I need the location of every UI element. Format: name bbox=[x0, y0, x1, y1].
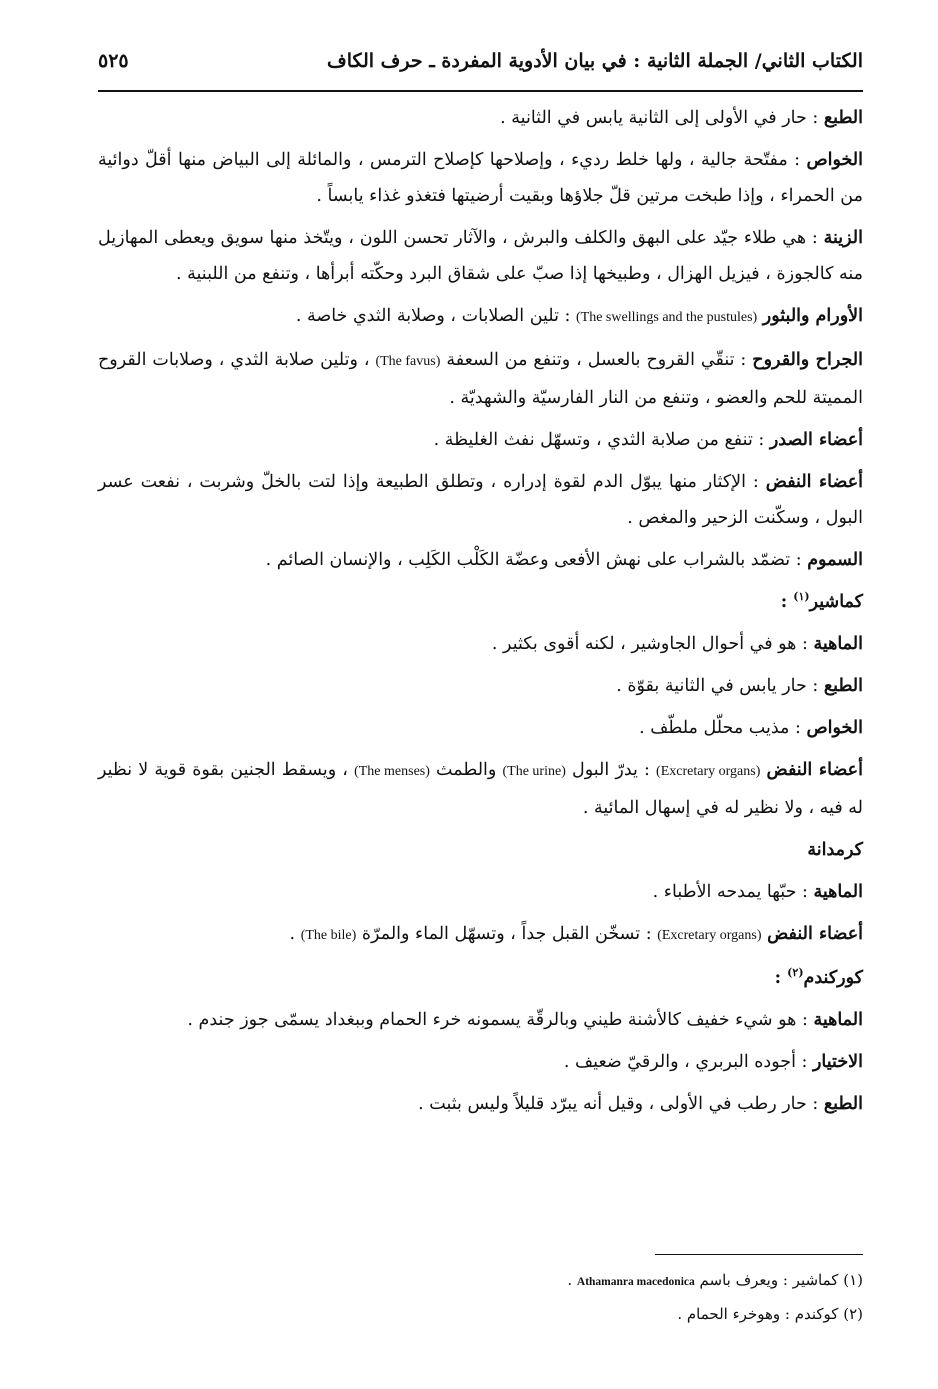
main-text bbox=[98, 100, 863, 1128]
paragraph-zina bbox=[98, 220, 863, 292]
latin-gloss: Athamanra macedonica bbox=[576, 1276, 695, 1288]
paragraph-kurkundum-ikhtiyar bbox=[98, 1044, 863, 1080]
footnotes bbox=[98, 1264, 863, 1330]
term-heading: الجراح والقروح bbox=[752, 350, 863, 370]
term-heading: أعضاء النفض bbox=[767, 924, 863, 944]
paragraph-kamashir-khawas bbox=[98, 710, 863, 746]
paragraph-text: : يدرّ البول bbox=[572, 760, 650, 780]
paragraph-kamashir-tab bbox=[98, 668, 863, 704]
paragraph-text: : مفتّحة جالية ، ولها خلط رديء ، وإصلاحها كإصلاح الترمس ، والمائلة إلى البياض منها أقلّ دوائية من الحمراء ، وإذا طبخت مرتين قلّ جلاؤها وبقيت أرضيتها فتغذو غذاء يابساً . bbox=[98, 150, 863, 206]
footnote-1 bbox=[98, 1264, 863, 1298]
paragraph-khawas bbox=[98, 142, 863, 214]
entry-title-kurkundum bbox=[98, 960, 863, 996]
entry-title-suffix: : bbox=[780, 592, 788, 612]
entry-title-karmadana bbox=[98, 832, 863, 868]
paragraph-sadr bbox=[98, 422, 863, 458]
term-heading: السموم bbox=[807, 550, 863, 570]
entry-title-suffix: : bbox=[774, 968, 782, 988]
entry-title-text: كرمدانة bbox=[807, 840, 863, 860]
running-header bbox=[98, 38, 863, 84]
paragraph-text: : حار رطب في الأولى ، وقيل أنه يبرّد قليلاً وليس بثبت . bbox=[418, 1094, 819, 1114]
latin-gloss: (The urine) bbox=[502, 764, 566, 779]
paragraph-sumum bbox=[98, 542, 863, 578]
term-heading: الطبع bbox=[823, 1094, 863, 1114]
footnote-2 bbox=[98, 1298, 863, 1330]
entry-title-text: كماشير bbox=[809, 592, 863, 612]
paragraph-text: ، ويسقط الجنين بقوة قوية لا نظير له فيه ، ولا نظير له في إسهال المائية . bbox=[98, 760, 863, 818]
term-heading: الماهية bbox=[813, 882, 863, 902]
paragraph-text: : حار يابس في الثانية بقوّة . bbox=[616, 676, 819, 696]
paragraph-text: : هو في أحوال الجاوشير ، لكنه أقوى بكثير . bbox=[491, 634, 808, 654]
paragraph-nafd bbox=[98, 464, 863, 536]
paragraph-jirah bbox=[98, 342, 863, 416]
term-heading: الخواص bbox=[806, 718, 863, 738]
paragraph-kurkundum-tab bbox=[98, 1086, 863, 1122]
latin-gloss: (Excretary organs) bbox=[657, 928, 762, 943]
paragraph-text: : حار في الأولى إلى الثانية يابس في الثانية . bbox=[500, 108, 819, 128]
paragraph-kamashir-mahiya bbox=[98, 626, 863, 662]
footnote-end: . bbox=[567, 1271, 573, 1289]
term-heading: الطبع bbox=[823, 676, 863, 696]
page-number: ٥٢٥ bbox=[98, 50, 129, 72]
footnote-mark: (٢) bbox=[843, 1305, 863, 1323]
latin-gloss: (The bile) bbox=[300, 928, 357, 943]
paragraph-text: : هي طلاء جيّد على البهق والكلف والبرش ، والآثار تحسن اللون ، ويتّخذ منها سويق ويعطى المهازيل منه كالجوزة ، فيزيل الهزال ، وطبيخها إذا صبّ على شقاق البرد وحكّته أبرأها ، وتنفع من اللبنية . bbox=[98, 228, 863, 284]
term-heading: الاختيار bbox=[812, 1052, 863, 1072]
paragraph-text: : حبّها يمدحه الأطباء . bbox=[652, 882, 808, 902]
latin-gloss: (Excretary organs) bbox=[656, 764, 761, 779]
header-rule bbox=[98, 90, 863, 92]
paragraph-awram bbox=[98, 298, 863, 336]
term-heading: أعضاء الصدر bbox=[769, 430, 863, 450]
paragraph-kamashir-nafd bbox=[98, 752, 863, 826]
term-heading: الزينة bbox=[823, 228, 863, 248]
term-heading: الطبع bbox=[823, 108, 863, 128]
latin-gloss: (The swellings and the pustules) bbox=[576, 310, 758, 325]
paragraph-text: : تنقّي القروح بالعسل ، وتنفع من السعفة bbox=[446, 350, 747, 370]
paragraph-text: والطمث bbox=[436, 760, 497, 780]
entry-title-kamashir bbox=[98, 584, 863, 620]
footnote-rule bbox=[655, 1254, 863, 1255]
entry-title-text: كوركندم bbox=[803, 968, 863, 988]
footnote-text: كماشير : ويعرف باسم bbox=[699, 1271, 839, 1289]
latin-gloss: (The favus) bbox=[375, 354, 441, 369]
paragraph-karmadana-mahiya bbox=[98, 874, 863, 910]
term-heading: الأورام والبثور bbox=[762, 306, 863, 326]
term-heading: أعضاء النفض bbox=[765, 472, 863, 492]
paragraph-text: ، وتلين صلابة الثدي ، وصلابات القروح المميتة للحم والعضو ، وتنفع من النار الفارسيّة والشهديّة . bbox=[98, 350, 863, 408]
footnote-text: كوكندم : وهوخرء الحمام . bbox=[677, 1305, 839, 1323]
term-heading: أعضاء النفض bbox=[766, 760, 863, 780]
paragraph-text: : تنفع من صلابة الثدي ، وتسهّل نفث الغليظة . bbox=[433, 430, 765, 450]
paragraph-kurkundum-mahiya bbox=[98, 1002, 863, 1038]
paragraph-text: : الإكثار منها يبوّل الدم لقوة إدراره ، وتطلق الطبيعة وإذا لتت بالخلّ وشربت ، نفعت عسر البول ، وسكّنت الزحير والمغص . bbox=[98, 472, 863, 528]
footnote-reference[interactable]: (٢) bbox=[787, 966, 804, 980]
paragraph-text: : تسخّن القبل جداً ، وتسهّل الماء والمرّة bbox=[361, 924, 652, 944]
footnote-mark: (١) bbox=[843, 1271, 863, 1289]
paragraph-text: . bbox=[289, 924, 296, 944]
paragraph-karmadana-nafd bbox=[98, 916, 863, 954]
running-title: الكتاب الثاني/ الجملة الثانية : في بيان الأدوية المفردة ـ حرف الكاف bbox=[327, 50, 863, 72]
term-heading: الماهية bbox=[813, 1010, 863, 1030]
term-heading: الماهية bbox=[813, 634, 863, 654]
paragraph-text: : تلين الصلابات ، وصلابة الثدي خاصة . bbox=[295, 306, 571, 326]
paragraph-text: : مذيب محلّل ملطّف . bbox=[639, 718, 801, 738]
paragraph-text: : تضمّد بالشراب على نهش الأفعى وعضّة الكَلْب الكَلِب ، والإنسان الصائم . bbox=[265, 550, 802, 570]
paragraph-text: : هو شيء خفيف كالأشنة طيني وبالرقّة يسمونه خرء الحمام وببغداد يسمّى جوز جندم . bbox=[187, 1010, 808, 1030]
paragraph-tab bbox=[98, 100, 863, 136]
latin-gloss: (The menses) bbox=[354, 764, 430, 779]
term-heading: الخواص bbox=[806, 150, 863, 170]
footnote-reference[interactable]: (١) bbox=[793, 590, 810, 604]
paragraph-text: : أجوده البربري ، والرقيّ ضعيف . bbox=[563, 1052, 808, 1072]
